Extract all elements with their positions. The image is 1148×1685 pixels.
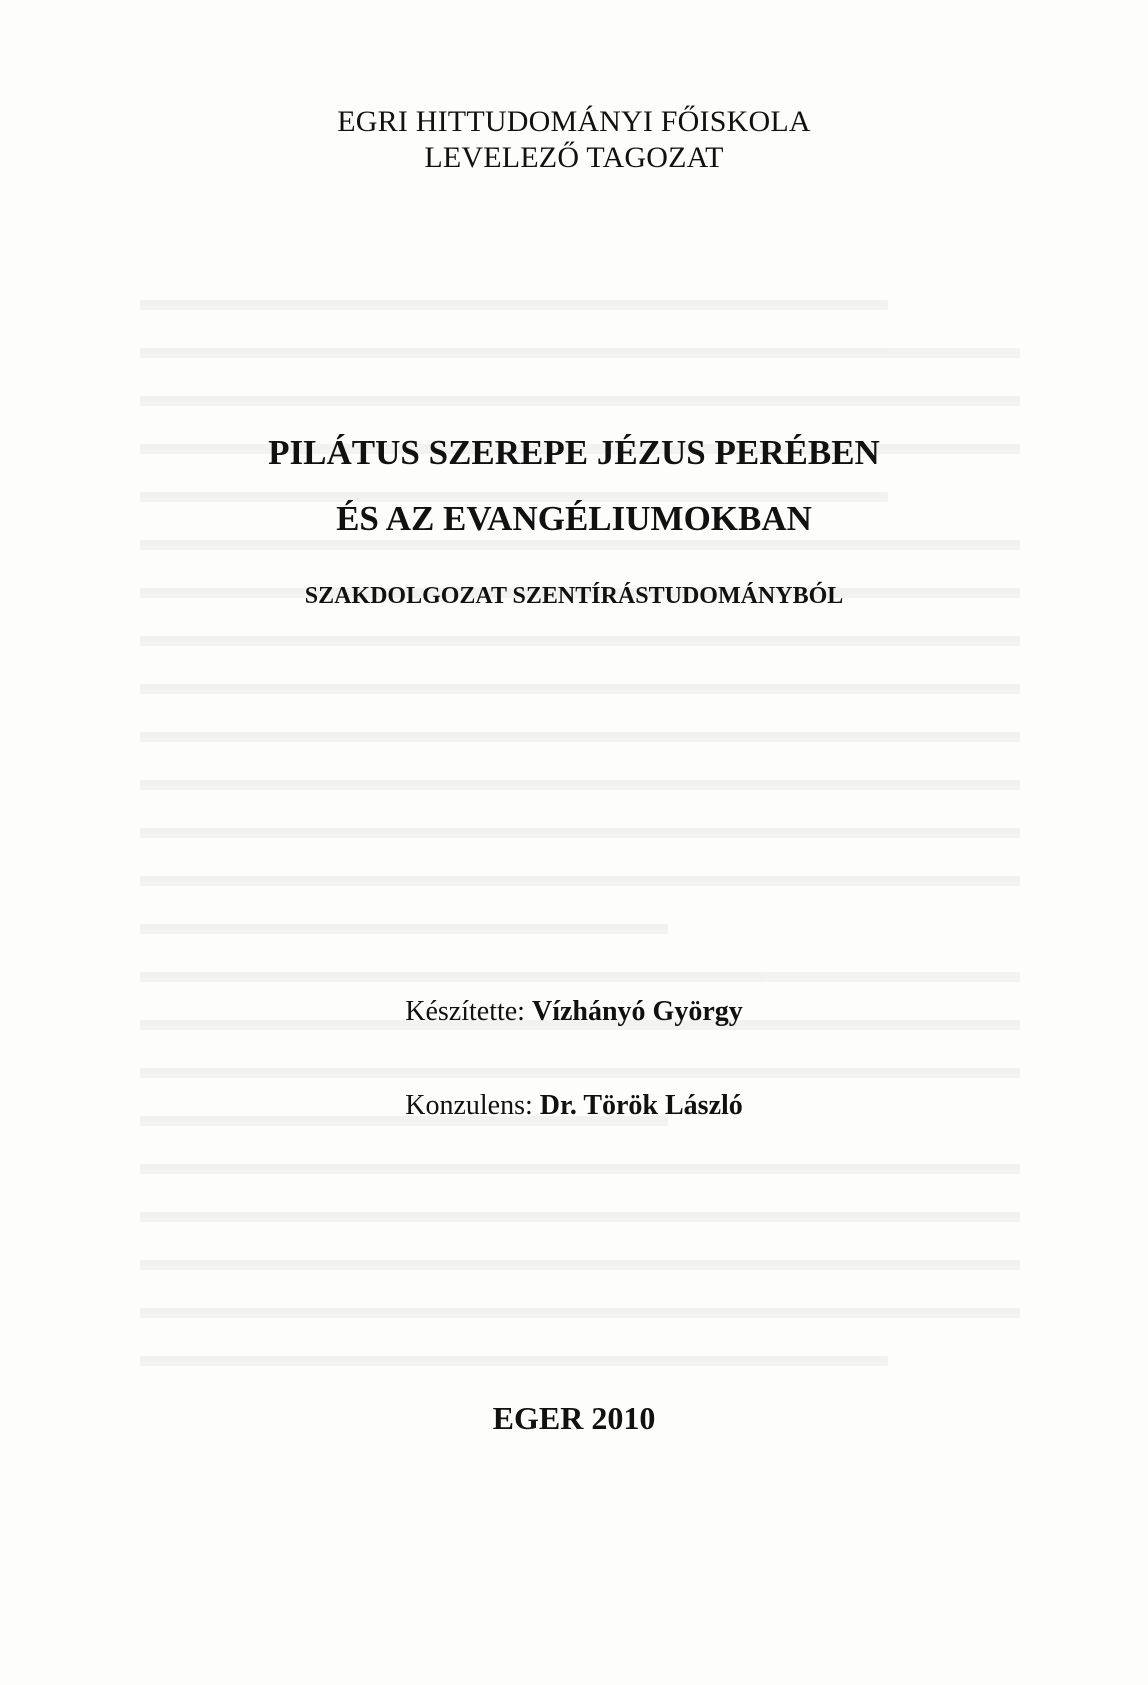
thesis-title xyxy=(0,420,1148,552)
place-and-year: EGER 2010 xyxy=(492,1400,656,1436)
author-name: Vízhányó György xyxy=(531,996,743,1027)
institution-header xyxy=(0,104,1148,176)
thesis-title-line-2: ÉS AZ EVANGÉLIUMOKBAN xyxy=(336,499,812,538)
author-label: Készítette: xyxy=(405,996,525,1027)
thesis-title-line-1: PILÁTUS SZEREPE JÉZUS PERÉBEN xyxy=(268,433,880,472)
institution-division: LEVELEZŐ TAGOZAT xyxy=(424,141,724,174)
author-line xyxy=(0,996,1148,1028)
consultant-label: Konzulens: xyxy=(405,1090,533,1121)
consultant-line xyxy=(0,1090,1148,1122)
institution-name: EGRI HITTUDOMÁNYI FŐISKOLA xyxy=(337,105,811,138)
consultant-name: Dr. Török László xyxy=(539,1090,743,1121)
thesis-subtitle: SZAKDOLGOZAT SZENTÍRÁSTUDOMÁNYBÓL xyxy=(304,583,844,609)
